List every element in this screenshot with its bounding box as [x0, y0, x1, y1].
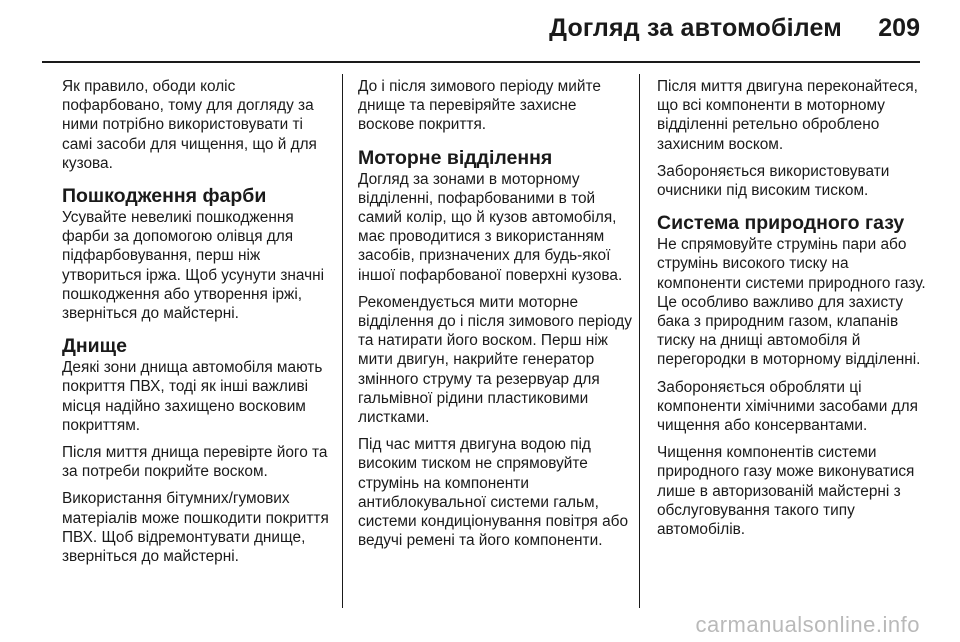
column-divider — [342, 74, 343, 608]
paragraph: Догляд за зонами в моторному відділенні, пофарбованими в той самий колір, що й кузов автомобіля, має проводитися з використанням засобів, призначених для будь-якої іншої пофарбованої поверхні кузова. — [358, 170, 623, 284]
paragraph: Рекомендується мити моторне відділення до і після зимового періоду та натирати його воском. Перш ніж мити двигун, накрийте генератор змінного струму та резервуар для гальмівної рідини пластиковими листками. — [358, 293, 632, 427]
header-rule — [42, 61, 920, 63]
paragraph: Після миття днища перевірте його та за потреби покрийте воском. — [62, 444, 328, 481]
paragraph: До і після зимового періоду мийте днище та перевіряйте захисне воскове покриття. — [358, 78, 601, 134]
paragraph: Усувайте невеликі пошкодження фарби за допомогою олівця для підфарбовування, перш ніж утвориться іржа. Щоб усунути значні пошкодження або утворення іржі, зверніться до майстерні. — [62, 209, 325, 323]
watermark: carmanualsonline.info — [695, 612, 920, 637]
section-heading: Пошкодження фарби — [62, 185, 267, 208]
section-heading: Днище — [62, 335, 127, 358]
section-heading: Система природного газу — [657, 212, 905, 235]
paragraph: Як правило, ободи коліс пофарбовано, тому для догляду за ними потрібно використовувати ті самі засоби для чищення, що й для кузова. — [62, 78, 317, 172]
text-column-1 — [62, 77, 332, 574]
column-divider — [639, 74, 640, 608]
paragraph: Деякі зони днища автомобіля мають покриття ПВХ, тоді як інші важливі місця надійно захищено восковим покриттям. — [62, 359, 323, 434]
paragraph: Використання бітумних/гумових матеріалів може пошкодити покриття ПВХ. Щоб відремонтувати днище, зверніться до майстерні. — [62, 490, 329, 566]
paragraph: Чищення компонентів системи природного газу може виконуватися лише в авторизованій майстерні з обслуговування такого типу автомобілів. — [657, 444, 915, 539]
paragraph: Не спрямовуйте струмінь пари або струмінь високого тиску на компоненти системи природного газу. Це особливо важливо для захисту бака з природним газом, клапанів тиску на днищі автомобіля й перегородки в моторному відділенні. — [657, 236, 926, 369]
paragraph: Забороняється використовувати очисники під високим тиском. — [657, 162, 890, 200]
page-number: 209 — [878, 14, 920, 42]
page-header — [0, 0, 960, 62]
section-title: Догляд за автомобілем — [549, 14, 842, 42]
paragraph: Після миття двигуна переконайтеся, що всі компоненти в моторному відділенні ретельно оброблено захисним воском. — [657, 78, 918, 153]
text-column-2 — [358, 77, 632, 558]
paragraph: Під час миття двигуна водою під високим тиском не спрямовуйте струмінь на компоненти антиблокувальної системи гальм, системи кондиціонування повітря або ведучі ремені та його компоненти. — [358, 436, 629, 550]
section-heading: Моторне відділення — [358, 146, 553, 169]
text-column-3 — [657, 77, 927, 547]
paragraph: Забороняється обробляти ці компоненти хімічними засобами для чищення або консервантами. — [657, 378, 918, 435]
